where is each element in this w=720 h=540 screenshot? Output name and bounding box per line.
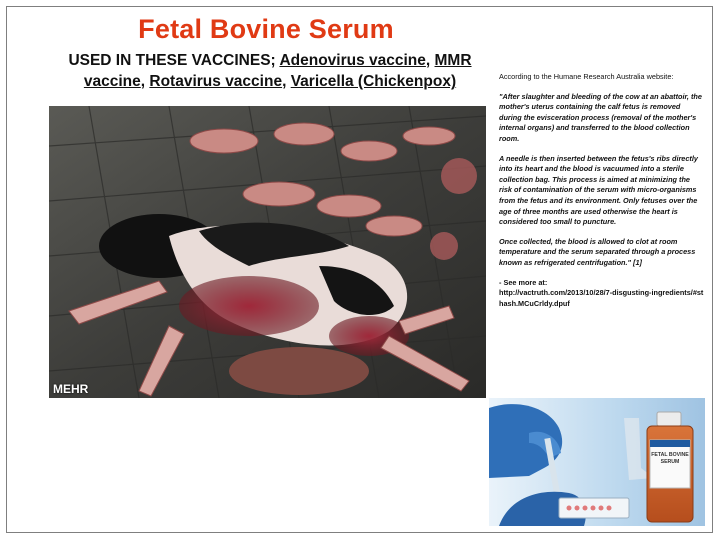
slide-title: Fetal Bovine Serum bbox=[138, 14, 394, 44]
quote-paragraph-2: A needle is then inserted between the fetus's ribs directly into its heart and the blood is vacuumed into a sterile collection bag. This process is aimed at minimizing the risk of contamination of the serum with micro-organisms from the fetus and its environment. Only fetuses over the age of three months are used otherwise the heart is considered too small to puncture. bbox=[499, 153, 698, 227]
quote-intro: According to the Humane Research Australia website: bbox=[499, 72, 674, 81]
bottle-label-line-2: SERUM bbox=[660, 459, 680, 465]
vaccine-link-adenovirus[interactable]: Adenovirus vaccine bbox=[279, 52, 426, 69]
lab-photo bbox=[489, 398, 705, 526]
source-label: - See more at: bbox=[499, 277, 548, 287]
vaccine-link-varicella[interactable]: Varicella (Chickenpox) bbox=[290, 73, 457, 90]
separator: , bbox=[140, 73, 150, 90]
bottle-label-line-1: FETAL BOVINE bbox=[651, 452, 689, 458]
photo-credit: MEHR bbox=[53, 382, 89, 396]
slide-subtitle bbox=[60, 50, 480, 92]
vaccine-link-rotavirus[interactable]: Rotavirus vaccine bbox=[149, 73, 283, 90]
photo-illustration bbox=[49, 106, 486, 398]
slaughterhouse-photo bbox=[49, 106, 486, 398]
vaccine-link-mmr[interactable]: MMR vaccine bbox=[83, 52, 472, 90]
source-url-link[interactable]: http://vactruth.com/2013/10/28/7-disgusting-ingredients/#sthash.MCuCrldy.dpuf bbox=[499, 288, 704, 308]
separator: , bbox=[282, 73, 291, 90]
quote-paragraph-1: "After slaughter and bleeding of the cow at an abattoir, the mother's uterus containing the calf fetus is removed during the evisceration process (removal of the mother's internal organs) and transferred to the blood collection room. bbox=[499, 91, 702, 143]
separator: , bbox=[425, 52, 435, 69]
quote-panel bbox=[499, 72, 704, 309]
quote-paragraph-3: Once collected, the blood is allowed to clot at room temperature and the serum separated through a process known as refrigerated centrifugation." [1] bbox=[499, 236, 696, 267]
lab-illustration bbox=[489, 398, 705, 526]
subtitle-lead: USED IN THESE VACCINES; bbox=[68, 52, 280, 69]
